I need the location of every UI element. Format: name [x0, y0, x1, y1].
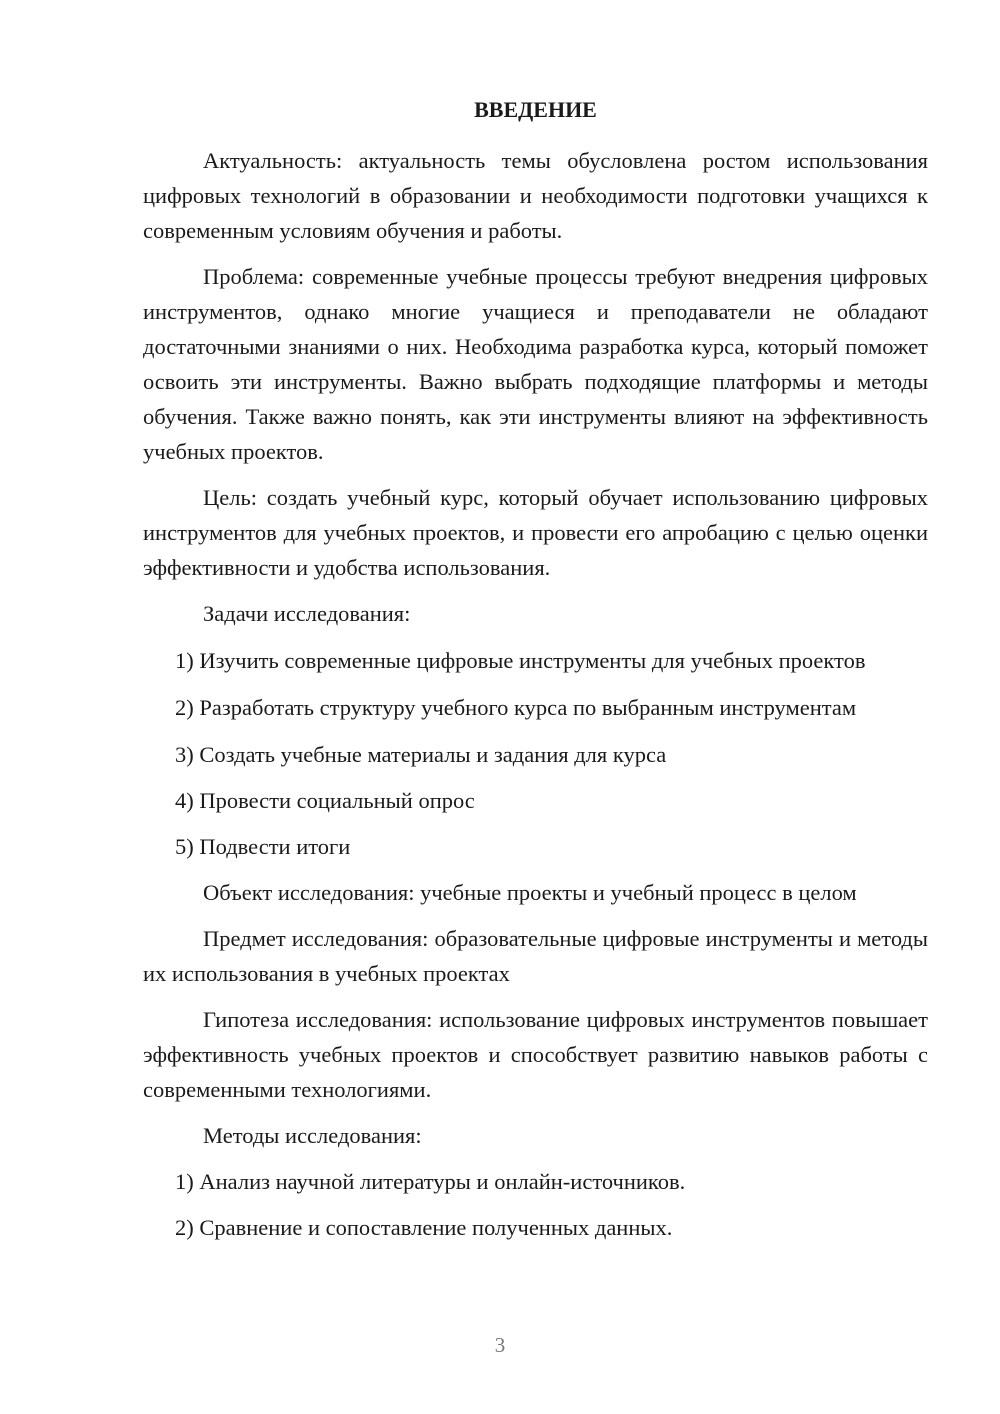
- section-heading: ВВЕДЕНИЕ: [474, 97, 597, 122]
- subject-paragraph: Предмет исследования: образовательные цифровые инструменты и методы их использования в учебных проектах: [143, 926, 928, 986]
- method-item-1: 1) Анализ научной литературы и онлайн-источников.: [175, 1169, 686, 1194]
- page-number: 3: [494, 1333, 506, 1357]
- page-content: [143, 94, 928, 1245]
- object-paragraph: Объект исследования: учебные проекты и учебный процесс в целом: [203, 880, 857, 905]
- goal-paragraph: Цель: создать учебный курс, который обучает использованию цифровых инструментов для учебных проектов, и провести его апробацию с целью оценки эффективности и удобства использования.: [143, 485, 928, 580]
- task-item-4: 4) Провести социальный опрос: [175, 788, 475, 813]
- task-item-3: 3) Создать учебные материалы и задания для курса: [175, 742, 667, 767]
- task-item-1: 1) Изучить современные цифровые инструменты для учебных проектов: [175, 648, 866, 673]
- methods-label: Методы исследования:: [203, 1123, 422, 1148]
- task-item-5: 5) Подвести итоги: [175, 834, 351, 859]
- relevance-paragraph: Актуальность: актуальность темы обусловлена ростом использования цифровых технологий в образовании и необходимости подготовки учащихся к современным условиям обучения и работы.: [143, 148, 928, 243]
- problem-paragraph: Проблема: современные учебные процессы требуют внедрения цифровых инструментов, однако многие учащиеся и преподаватели не обладают достаточными знаниями о них. Необходима разработка курса, который поможет освоить эти инструменты. Важно выбрать подходящие платформы и методы обучения. Также важно понять, как эти инструменты влияют на эффективность учебных проектов.: [143, 264, 928, 464]
- tasks-label: Задачи исследования:: [203, 601, 411, 626]
- task-item-2: 2) Разработать структуру учебного курса по выбранным инструментам: [175, 695, 857, 720]
- method-item-2: 2) Сравнение и сопоставление полученных данных.: [175, 1215, 673, 1240]
- hypothesis-paragraph: Гипотеза исследования: использование цифровых инструментов повышает эффективность учебных проектов и способствует развитию навыков работы с современными технологиями.: [143, 1007, 928, 1102]
